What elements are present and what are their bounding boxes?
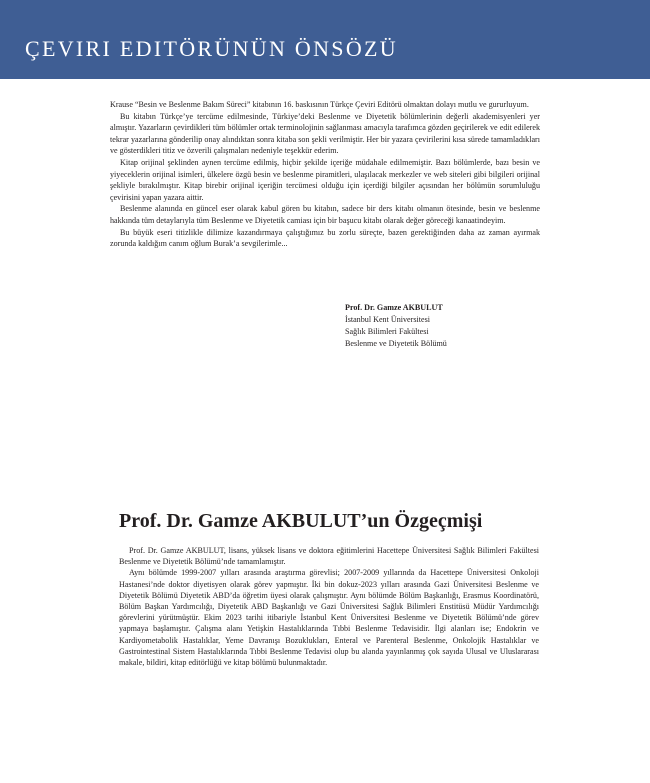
- header-band: [0, 0, 650, 79]
- foreword-paragraph: Krause “Besin ve Beslenme Bakım Süreci” kitabının 16. baskısının Türkçe Çeviri Editörü olmaktan dolayı mutlu ve gururluyum.: [110, 100, 529, 109]
- bio-body: [119, 545, 539, 668]
- signature-faculty: Sağlık Bilimleri Fakültesi: [345, 327, 429, 336]
- signature-name: Prof. Dr. Gamze AKBULUT: [345, 303, 443, 312]
- signature-block: [345, 302, 545, 350]
- foreword-paragraph: Bu büyük eseri titizlikle dilimize kazandırmaya çalıştığımız bu zorlu süreçte, bazen gerektiğinden daha az zaman ayırmak zorunda kaldığım canım oğlum Burak’a sevgilerimle...: [110, 227, 540, 249]
- signature-department: Beslenme ve Diyetetik Bölümü: [345, 339, 447, 348]
- bio-paragraph: Aynı bölümde 1999-2007 yılları arasında araştırma görevlisi; 2007-2009 yıllarında da Hacettepe Üniversitesi Onkoloji Hastanesi’nde doktor diyetisyen olarak görev yapmıştır. İki bin dokuz-2023 yılları arasında Gazi Üniversitesi Beslenme ve Diyetetik Bölümü Diyetetik ABD’da öğretim üyesi olarak çalışmıştır. Aynı bölümde Bölüm Başkanlığı, Erasmus Koordinatörü, Bölüm Başkan Yardımcılığı, Diyetetik ABD Başkanlığı ve Gazi Üniversitesi Sağlık Bilimleri Enstitüsü Müdür Yardımcılığı görevlerini yürütmüştür. Ekim 2023 tarihi itibariyle İstanbul Kent Üniversitesi Beslenme ve Diyetetik Bölümü’nde görev yapmaya başlamıştır. Çalışma alanı Yetişkin Hastalıklarında Tıbbi Beslenme Tedavisidir. İlgi alanları ise; Endokrin ve Kardiyometabolik Hastalıklar, Yeme Davranışı Bozuklukları, Enteral ve Parenteral Beslenme, Onkolojik Hastalıklar ve Gastrointestinal Sistem Hastalıklarında Tıbbi Beslenme Tedavisi olup bu alanda yayınlanmış çok sayıda Ulusal ve Uluslararası makale, bildiri, kitap editörlüğü ve kitap bölümü bulunmaktadır.: [119, 568, 539, 668]
- foreword-paragraph: Bu kitabın Türkçe’ye tercüme edilmesinde, Türkiye’deki Beslenme ve Diyetetik bölümlerinin değerli akademisyenleri yer almıştır. Yazarların çevirdikleri tüm bölümler ortak terminolojinin sağlanması amacıyla tarafımca gözden geçirilerek ve edit edilerek tekrar yazarlarına gönderilip onay alındıktan sonra kitaba son şekli verilmiştir. Her bir yazara çevirilerini kısa sürede tamamladıkları ve gösterdikleri titiz ve özverili çalışmaları nedeniyle teşekkür ederim.: [110, 111, 540, 156]
- foreword-body: [110, 99, 540, 250]
- foreword-paragraph: Beslenme alanında en güncel eser olarak kabul gören bu kitabın, sadece bir ders kitabı olmanın ötesinde, besin ve beslenme hakkında tüm detaylarıyla tüm Beslenme ve Diyetetik camiası için bir başucu kitabı olarak değer göreceği kanaatindeyim.: [110, 204, 540, 225]
- bio-paragraph: Prof. Dr. Gamze AKBULUT, lisans, yüksek lisans ve doktora eğitimlerini Hacettepe Üniversitesi Sağlık Bilimleri Fakültesi Beslenme ve Diyetetik Bölümü’nde tamamlamıştır.: [119, 546, 539, 567]
- foreword-paragraph: Kitap orijinal şeklinden aynen tercüme edilmiş, hiçbir şekilde içeriğe müdahale edilmemiştir. Bazı bölümlerde, bazı besin ve yiyeceklerin orijinal isimleri, ülkelere özgü besin ve beslenme piramitleri, ulaşılacak merkezler ve web siteleri gibi bilgileri orijinal şekliyle bırakılmıştır. Kitap birebir orijinal içeriğin tercümesi olduğu için içerdiği bilgiler açısından her bölümün sorumluluğu çevirisini yapan yazara aittir.: [110, 157, 540, 202]
- bio-heading: Prof. Dr. Gamze AKBULUT’un Özgeçmişi: [119, 510, 483, 532]
- chapter-title: ÇEVIRI EDITÖRÜNÜN ÖNSÖZÜ: [25, 36, 398, 61]
- signature-affiliation: İstanbul Kent Üniversitesi: [345, 315, 430, 324]
